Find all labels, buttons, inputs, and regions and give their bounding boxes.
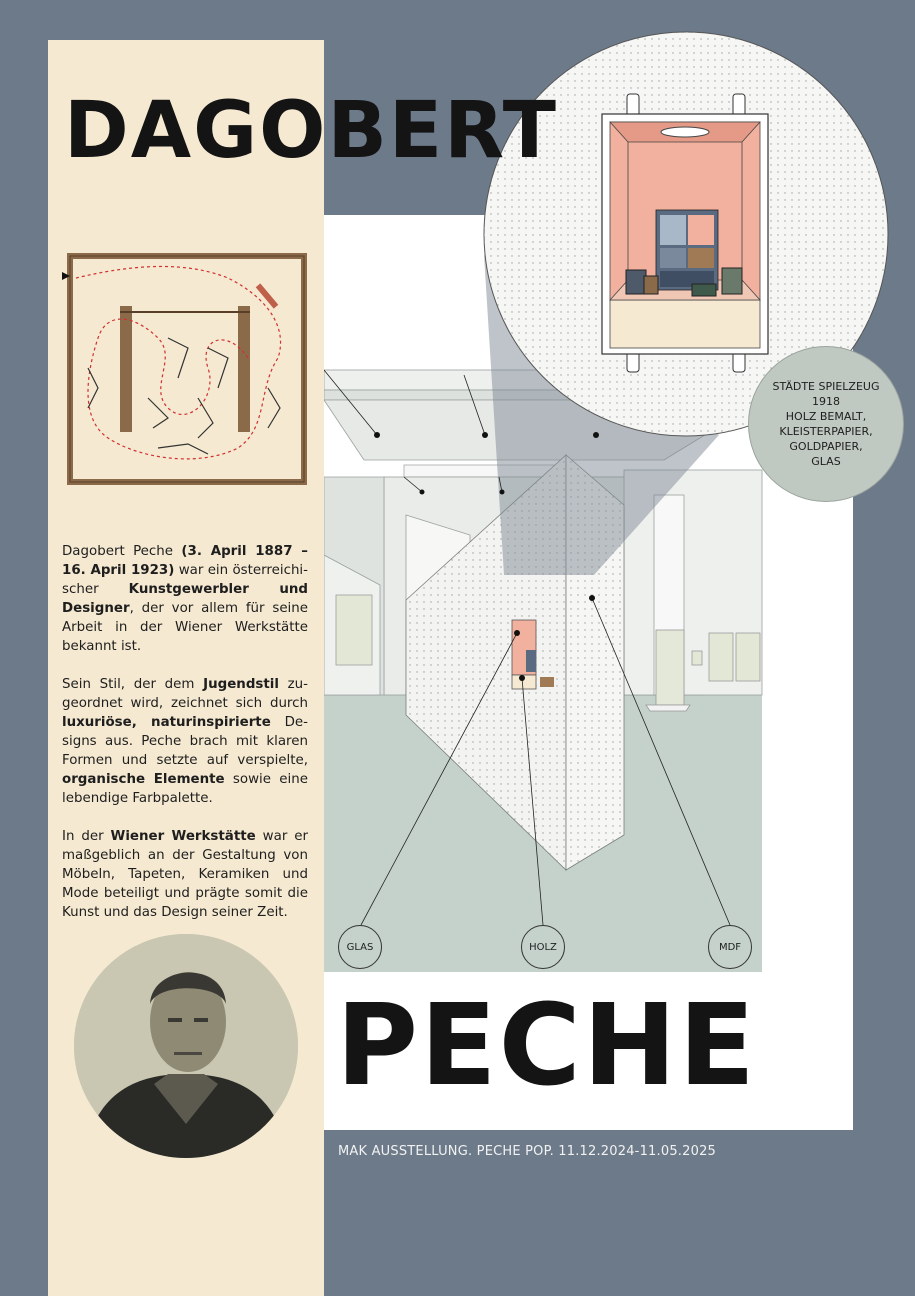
bio-emphasis: luxuriöse, naturinspirierte bbox=[62, 715, 271, 730]
bio-emphasis: Jugendstil bbox=[203, 677, 279, 692]
bio-emphasis: organische Elemente bbox=[62, 772, 225, 787]
title-last-name: PECHE bbox=[336, 981, 758, 1111]
bio-text: war er maßgeblich an der Gestaltung von Möbeln, Tapeten, Keramiken und Mode beteiligt und prägte somit die Kunst und das Design seiner Zeit. bbox=[62, 829, 309, 920]
bio-dates: (3. April 1887 – 16. April 1923) bbox=[62, 544, 308, 578]
bio-emphasis: Kunstgewerbler und Designer bbox=[62, 582, 308, 616]
bio-paragraph-1 bbox=[62, 542, 308, 656]
bio-paragraph-3 bbox=[62, 827, 308, 922]
title-first-name: DAGOBERT bbox=[64, 86, 558, 176]
bio-text: , der vor allem für seine Arbeit in der Wiener Werkstätte bekannt ist. bbox=[62, 601, 308, 654]
exhibit-info-text bbox=[772, 379, 879, 469]
exhibit-info-line: KLEISTERPAPIER, bbox=[779, 425, 873, 438]
portrait-illustration bbox=[74, 934, 298, 1158]
floor-plan bbox=[58, 248, 314, 492]
bio-paragraph-2 bbox=[62, 675, 308, 808]
exhibit-info-line: HOLZ BEMALT, bbox=[785, 410, 867, 423]
exhibit-info-line: 1918 bbox=[811, 395, 840, 408]
exhibit-info-line: GLAS bbox=[811, 455, 841, 468]
bio-text: war ein österreichischer bbox=[62, 563, 308, 597]
bio-text: zugeordnet wird, zeichnet sich durch bbox=[62, 677, 308, 711]
exhibit-info-line: STÄDTE SPIELZEUG bbox=[772, 380, 880, 393]
biography-text bbox=[62, 542, 308, 941]
bio-text: Sein Stil, der dem bbox=[62, 677, 204, 692]
exhibition-footer: MAK AUSSTELLUNG. PECHE POP. 11.12.2024-11.05.2025 bbox=[338, 1144, 717, 1159]
portrait-photo bbox=[74, 934, 298, 1158]
material-label-glas: GLAS bbox=[338, 925, 382, 969]
bio-text: sowie eine lebendige Farbpalette. bbox=[62, 772, 308, 806]
bio-text: Designs aus. Peche brach mit klaren Formen und setzte auf verspielte, bbox=[62, 715, 308, 768]
bio-text: Dagobert Peche bbox=[62, 544, 182, 559]
exhibit-info-bubble bbox=[748, 346, 904, 502]
exhibit-info-line: GOLDPAPIER, bbox=[789, 440, 863, 453]
bio-emphasis: Wiener Werkstätte bbox=[110, 829, 256, 844]
bio-text: In der bbox=[62, 829, 111, 844]
material-label-holz: HOLZ bbox=[521, 925, 565, 969]
material-label-mdf: MDF bbox=[708, 925, 752, 969]
